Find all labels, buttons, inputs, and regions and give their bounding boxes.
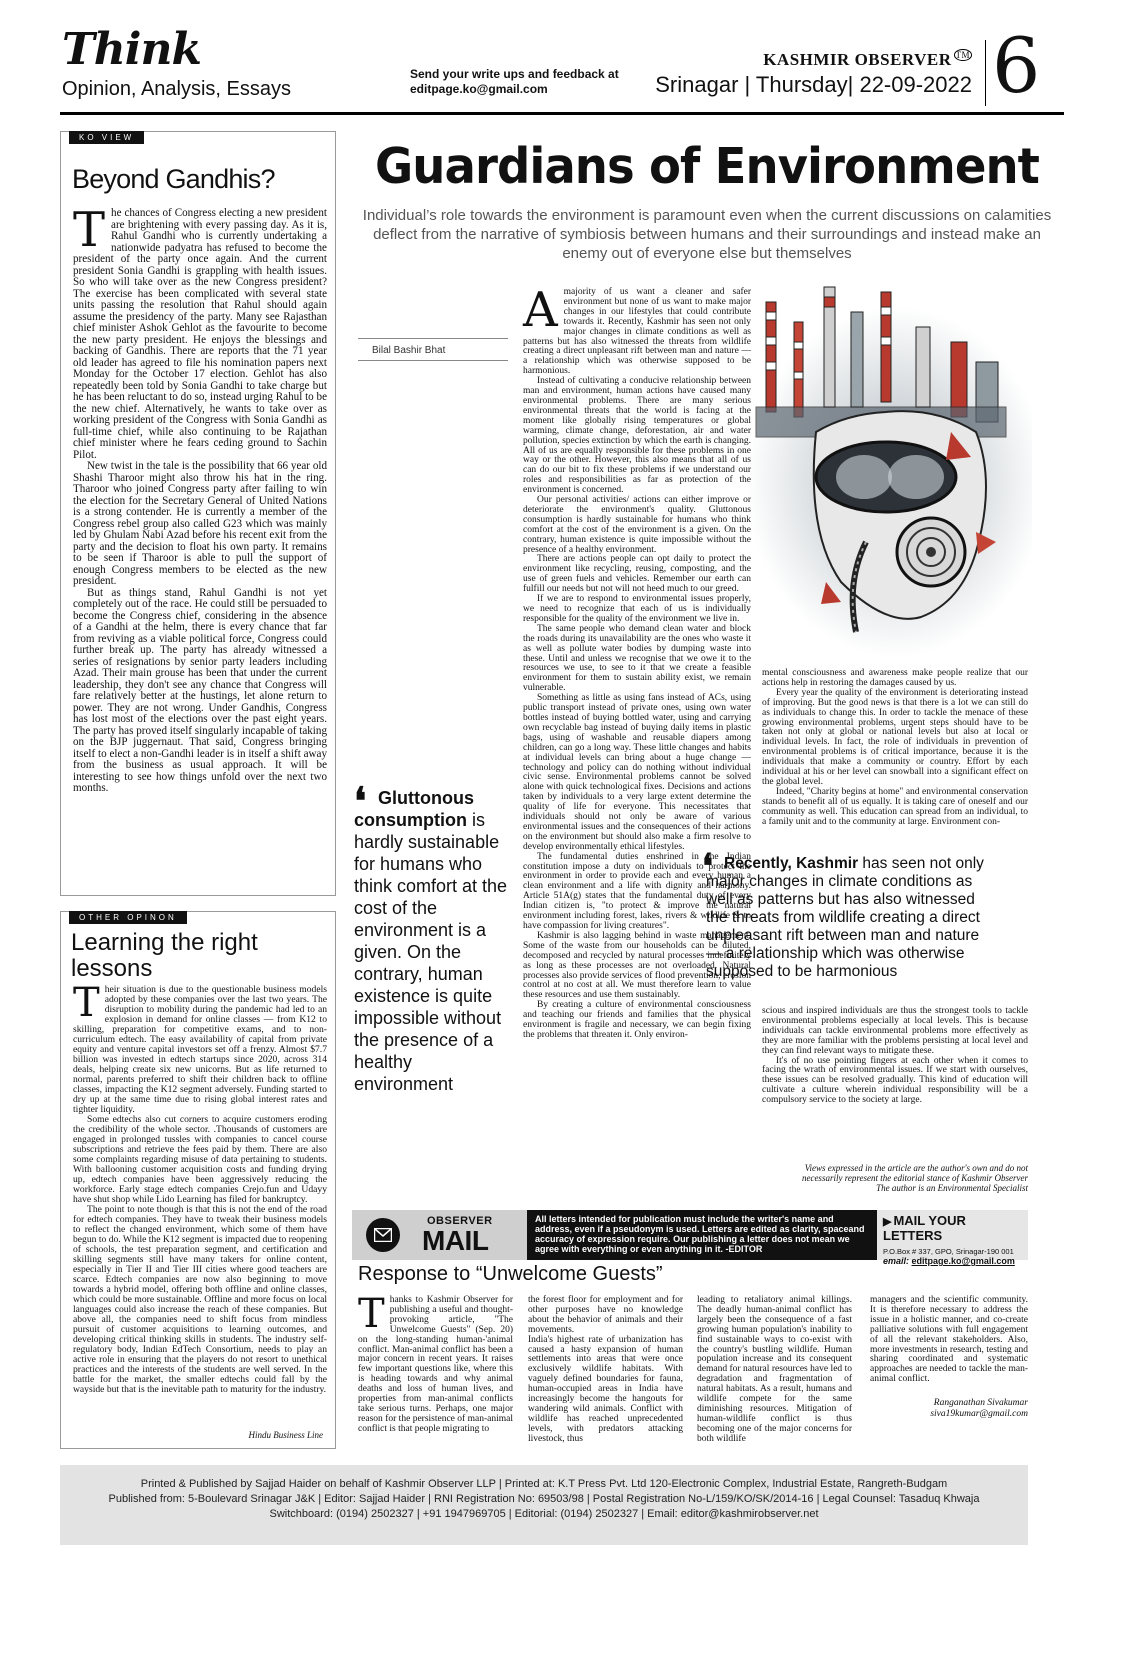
byline-rule-bottom	[358, 360, 508, 361]
author-note: The author is an Environmental Specialist	[876, 1183, 1028, 1193]
article-column-3	[762, 1007, 1028, 1106]
article-paragraph: Instead of cultivating a conducive relationship between man and environment, human actions have caused many environmental problems. There are many serious environmental threats that the world is facing at the moment like globally rising temperatures or global warming, climate change, deforestation, air and water pollution, species extinction by which the earth is changing. All of us are equally responsible for these problems in one way or the other. However, this also means that all of us can do our bit to fix these problems if we understand our roles and responsibilities as far as protection of the environment is concerned.	[523, 376, 751, 496]
section-subtitle: Opinion, Analysis, Essays	[62, 78, 291, 100]
article-paragraph: Every year the quality of the environment is deteriorating instead of improving. But the good news is that there is a lot we can still do as individuals to change this. In order to tackle the menace of these growing environmental problems, urgent steps should have to be taken not only at global or national levels but also at local or individual levels. In fact, the role of individuals in prevention of environmental problems is of critical importance, because it is the individuals that make a community or country. Effort by each individual at his or her level can snowball into a significant effect on the global level.	[762, 687, 1028, 787]
gas-mask-illustration	[746, 282, 1032, 667]
article-paragraph: Our personal activities/ actions can either improve or deteriorate the environment's quality. Gluttonous consumption is hardly sustainable for humans who think comfort at the cost of the environment is a given. On the contrary, human existence is quite impossible without the presence of a healthy environment.	[523, 495, 751, 555]
newspaper-name	[763, 50, 972, 70]
letter-signature	[870, 1398, 1028, 1420]
newspaper-name-text: KASHMIR OBSERVER	[763, 50, 952, 69]
ko-view-editorial	[60, 131, 336, 896]
letter-text: hanks to Kashmir Observer for publishing a useful and thought-provoking article, "The Unwelcome Guests" (Sep. 20) on the long-standing human-'animal conflict. Man-animal conflict has been a major concern in recent years. It raises few important questions like, where this is heading towards and why animal deaths and loss of human lives, and properties from man-animal conflicts take serious turns. Perhaps, one major reason for the persistence of man-animal conflict is that people migrating to	[358, 1295, 513, 1434]
mail-your-letters-label: MAIL YOUR LETTERS	[883, 1213, 966, 1243]
letter-author-email[interactable]: siva19kumar@gmail.com	[930, 1409, 1028, 1419]
envelope-icon	[366, 1218, 400, 1252]
mail-your-letters	[883, 1213, 1022, 1243]
article-paragraph: It's of no use pointing fingers at each other when it comes to facing the wrath of environmental issues. If we start with ourselves, these issues can be resolved gradually. This kind of education will cultivate a culture wherein individual responsibility will be a compulsory service to the society at large.	[762, 1055, 1028, 1106]
submission-email[interactable]: editpage.ko@gmail.com	[410, 82, 548, 96]
letter-column-1	[358, 1291, 513, 1435]
pull-quote	[354, 778, 514, 1095]
other-opinion-paragraph: Some edtechs also cut corners to acquire customers eroding the credibility of the whole sector. .Thousands of customers are engaged in prolonged tussles with companies to cancel course subscriptions and retrieve the fees paid by them. There are also some complaints regarding misuse of data pertaining to students. With ballooning customer acquisition costs and funding drying up, edtech companies have been aggressively reducing the workforce. Early stage edtech companies Crejo.fun and Udayy have shut shop while Lido Learning has filed for bankruptcy.	[73, 1114, 327, 1205]
article-paragraph: mental consciousness and awareness make people realize that our actions help in restoring the damages caused by us.	[762, 668, 1028, 688]
ko-view-paragraph: New twist in the tale is the possibility that 66 year old Shashi Tharoor might also throw his hat in the ring. Tharoor who joined Congress party after failing to win the election for the Secretary General of United Nations is a strong contender. He is currently a member of the Congress rebel group also called G23 which was mainly led by Ghulam Nabi Azad before his recent exit from the party and the decision to float his own party. It remains to be seen if Tharoor is able to pull the support of enough Congress members to be elected as the new president.	[73, 460, 327, 587]
mail-email-line	[883, 1256, 1022, 1266]
letter-author: Ranganathan Sivakumar	[933, 1398, 1028, 1408]
article-paragraph: If we are to respond to environmental issues properly, we need to recognize that each of us is individually responsible for the quality of the environment we live in.	[523, 594, 751, 624]
ko-view-tag: KO VIEW	[69, 131, 144, 144]
pull-quote-secondary-text: has seen not only major changes in climate conditions as well as patterns but has also witnessed the threats from wildlife creating a direct unpleasant rift between man and nature — a relationship which was otherwise supposed to be harmonious	[706, 855, 984, 980]
letter-dropcap: T	[358, 1291, 385, 1337]
article-dropcap: A	[523, 282, 558, 338]
imprint-footer	[60, 1465, 1028, 1545]
article-paragraph: By creating a culture of environmental consciousness and teaching our friends and families that the physical environment is fragile and necessary, we can begin fixing the problems that threaten it. Only environ-	[523, 1000, 751, 1040]
mail-notice: All letters intended for publication must include the writer's name and address, even if a pseudonym is used. Letters are edited as clarity, spaceand accuracy of expression require. Our publishing a letter does not mean we agree with everything or even anything in it. -EDITOR	[527, 1210, 877, 1260]
article-byline: Bilal Bashir Bhat	[372, 345, 446, 356]
other-opinion-paragraph: The point to note though is that this is not the end of the road for edtech companies. They have to tweak their business models to reflect the changed environment, which some of them have begun to do. While the K12 segment is impacted due to reopening of schools, the test preparation segment, and certification and skilling segments still have many takers for online content, especially in Tier II and Tier III cities where good teachers are scarce. Edtech companies are now also beginning to move towards a hybrid model, offering both offline and online classes, which could be more sustainable. Offline and more focus on local languages could also increase the reach of these companies. But above all, the companies need to shift focus from mindless pursuit of customer acquisitions to learning outcomes, and developing critical thinking skills in students. The industry self-regulatory body, Indian EdTech Consortium, needs to play an active role in ensuring that the players do not resort to unethical practices and the interests of the students are well served. In the battle for the market, the smaller edtechs could fall by the wayside but that is the inevitable path to maturity for the industry.	[73, 1204, 328, 1395]
article-paragraph: Something as little as using fans instead of ACs, using public transport instead of private ones, using own water bottles instead of buying bottled water, using and carrying own recyclable bag instead of buying daily items in plastic bags, using of washable and reusable diapers among children, can go a long way. These little changes and habits at individual levels can bring about a huge change — technology and policy can do nothing without individual civic sense. Environmental problems cannot be solved alone with quick technological fixes. Decisions and actions taken by individuals to a very large extent determine the quality of life for everyone. This necessitates that individuals should not only be aware of various environmental issues and the consequences of their actions on the environment but should also make a firm resolve to develop environmentally ethical lifestyles.	[523, 693, 751, 852]
article-paragraph: Kashmir is also lagging behind in waste management. Some of the waste from our households can be diluted, decomposed and recycled by natural processes indefinitely as long as these processes are not overloaded. Natural processes also provide services of flood prevention, erosion control at no cost at all. We must therefore learn to value these resources and use them sustainably.	[523, 930, 751, 1001]
masthead-rule	[60, 112, 1064, 115]
section-title: Think	[62, 24, 201, 75]
article-paragraph: Indeed, "Charity begins at home" and environmental conservation stands to benefit all of us equally. It is taking care of oneself and our community as well. This education can spread from an individual, to a family unit and to the community at large. Environment con-	[762, 786, 1028, 827]
letter-column-2: the forest floor for employment and for other purposes have no knowledge about the behavior of animals and their movements. India's highest rate of urbanization has caused a hasty expansion of human settlements into areas that were once exclusively wildlife habitats. With vaguely defined boundaries for fauna, human-occupied areas in India have increasingly become the hangouts for wandering wild animals. Conflict with wildlife has reached unprecedented levels, with predators attacking livestock, thus	[528, 1295, 683, 1444]
dateline: Srinagar | Thursday| 22-09-2022	[655, 72, 972, 97]
article-paragraph: scious and inspired individuals are thus the strongest tools to tackle environmental problems especially at local levels. This is because individuals can tackle environmental problems more effectively as they are more familiar with the problems persisting at local level and they can find relevant ways to mitigate these.	[762, 1006, 1028, 1056]
mail-address: P.O.Box # 337, GPO, Srinagar-190 001	[883, 1247, 1014, 1256]
page-number: 6	[992, 21, 1041, 110]
ko-view-paragraph: But as things stand, Rahul Gandhi is not yet completely out of the race. He could still be persuaded to become the Congress chief, considering in the absence of a Gandhi at the helm, there is every chance that far from reviving as a viable political force, Congress could further break up. The party has already witnessed a series of resignations by senior party leaders including Azad. Their main grouse has been that under the current leadership, they don't see any chance that Congress will fare relatively better at the hustings, let alone return to power. They are not wrong. Under Gandhis, Congress has lost most of the elections over the past eight years. The party has proved itself singularly incapable of taking on the BJP juggernaut. That said, Congress bringing itself to elect a non-Gandhi leader is in itself a shift away from the business as usual approach. It will be interesting to see how things unfold over the next two months.	[73, 586, 327, 794]
ko-view-body	[73, 202, 327, 795]
pull-quote-text: is hardly sustainable for humans who think comfort at the cost of the environment is a given. On the contrary, human existence is quite impossible without the presence of a healthy environment	[354, 810, 508, 1094]
other-opinion-paragraph-text: heir situation is due to the questionable business models adopted by these companies over the last two years. The disruption to mobility during the pandemic had led to an explosion in demand for online classes — from K12 to skilling, preparation for competitive exams, and to non-curriculum edtech. The easy availability of capital from private equity and venture capital investors set off a frenzy. Almost $7.7 billion was invested in edtech startups since 2020, across 314 deals, helping create six new unicorns. But as life returned to normal, parents preferred to shift their children back to offline classes, impacting the K12 segment adversely. Funding started to dry up at the same time due to rising global interest rates and tighter liquidity.	[73, 984, 327, 1115]
other-opinion-dropcap: T	[73, 980, 100, 1026]
article-disclaimer	[762, 1163, 1028, 1193]
quote-mark-icon: ❛	[702, 847, 713, 887]
article-headline: Guardians of Environment	[375, 138, 1039, 195]
mail-brand	[352, 1210, 527, 1260]
article-paragraph-text: majority of us want a cleaner and safer environment but none of us want to make major changes in our lifestyles that could contribute towards it. Recently, Kashmir has seen not only major changes in climate conditions as well as patterns but has also witnessed the threats from wildlife creating a direct unpleasant rift between man and nature — a relationship which was otherwise supposed to be harmonious.	[523, 287, 751, 377]
masthead-divider	[985, 40, 986, 106]
arrow-right-icon: ▶	[883, 1216, 892, 1228]
other-opinion-box	[60, 911, 336, 1449]
mail-contact	[877, 1210, 1028, 1266]
mail-brand-top: OBSERVER	[427, 1215, 493, 1227]
ko-view-dropcap: T	[73, 202, 106, 258]
other-opinion-body	[73, 980, 328, 1395]
letter-title: Response to “Unwelcome Guests”	[358, 1263, 663, 1285]
observer-mail-banner	[352, 1210, 1028, 1266]
mail-email-label: email:	[883, 1256, 910, 1266]
other-opinion-title: Learning the right lessons	[71, 929, 258, 982]
trademark-mark: TM	[955, 50, 970, 61]
pull-quote-secondary	[702, 847, 996, 981]
mail-brand-main: MAIL	[422, 1225, 489, 1256]
other-opinion-source: Hindu Business Line	[248, 1430, 323, 1440]
quote-mark-icon: ❛	[354, 778, 367, 823]
article-paragraph: The same people who demand clean water and block the roads during its unavailability are the ones who waste it as well as pollute water bodies by dumping waste into these. Until and unless we recognise that we owe it to the resources we use, to see to it that we create a feasible environment for them to sustain ability exist, we remain vulnerable.	[523, 623, 751, 694]
submission-note-line1: Send your write ups and feedback at	[410, 67, 619, 81]
disclaimer-text: Views expressed in the article are the author's own and do not necessarily represent the editorial stance of Kashmir Observer	[801, 1163, 1028, 1183]
mail-email-link[interactable]: editpage.ko@gmail.com	[911, 1256, 1015, 1266]
pull-quote-lead: Gluttonous consumption	[354, 788, 474, 830]
pull-quote-secondary-lead: Recently, Kashmir	[724, 855, 859, 872]
other-opinion-paragraph	[73, 980, 327, 1115]
article-paragraph: There are actions people can opt daily to protect the environment like recycling, reusing, composting, and the use of green fuels and vehicles. Remember our earth can fulfill our needs but not will not heed much to our greed.	[523, 554, 751, 595]
letter-column-4: managers and the scientific community. It is therefore necessary to address the issue in a holistic manner, and co-create palliative solutions with full engagement of all the relevant stakeholders. Also, more investments in research, testing and sharing coordinated and systematic approaches are needed to tackle the man-animal conflict.	[870, 1295, 1028, 1385]
ko-view-paragraph	[73, 202, 327, 461]
article-deck: Individual’s role towards the environment is paramount even when the current discussions on calamities deflect from the narrative of symbiosis between humans and their surroundings and instead make an enemy out of everyone else but themselves	[362, 207, 1052, 262]
article-column-2	[762, 669, 1028, 828]
article-paragraph	[523, 282, 751, 377]
byline-rule-top	[358, 338, 508, 339]
other-opinion-tag: OTHER OPINON	[69, 911, 187, 924]
imprint-line-2: Published from: 5-Boulevard Srinagar J&K | Editor: Sajjad Haider | RNI Registration No: 69503/98 | Postal Registration No-L/159/KO/SK/2014-16 | Legal Counsel: Tasaduq Khwaja	[108, 1493, 980, 1505]
imprint-line-1: Printed & Published by Sajjad Haider on behalf of Kashmir Observer LLP | Printed at: K.T Press Pvt. Ltd 120-Electronic Complex, Industrial Estate, Rangreth-Budgam	[140, 1478, 948, 1490]
article-paragraph: The fundamental duties enshrined in the Indian constitution impose a duty on individuals to protect the environment in order to provide each and every human a clean environment and a life with dignity and harmony. Article 51A(g) states that the fundamental duty of every Indian citizen is, "to protect & improve the natural environment including forest, lakes, rivers & wildlife & to have compassion for living creatures".	[523, 851, 751, 931]
submission-note	[410, 67, 619, 97]
letter-column-3: leading to retaliatory animal killings. The deadly human-animal conflict has largely been the consequence of a fast growing human population's inability to find sustainable ways to co-exist with the country's bustling wildlife. Human population increase and its consequent demand for natural resources have led to degradation and fragmentation of natural habitats. As a result, humans and wildlife compete for the same diminishing resources. Mitigation of human-wildlife conflict is thus becoming one of the major concerns for both wildlife	[697, 1295, 852, 1444]
ko-view-title: Beyond Gandhis?	[72, 164, 275, 194]
ko-view-paragraph-text: he chances of Congress electing a new president are brightening with every passing day. As it is, Rahul Gandhi who is currently undertaking a nationwide padyatra has refused to become the president of the party once again. And the current president Sonia Gandhi is grappling with health issues. So who will take over as the new Congress president? The exercise has been complicated with several state units passing the resolution that Rahul should again assume the presidency of the party. Many see Rajasthan chief minister Ashok Gehlot as the favourite to become the new party president. He enjoys the blessings and backing of Gandhis. There are reports that the 71 year old leader has agreed to file his nomination papers next Monday for the October 17 election. Gehlot has also repeatedly been told by Sonia Gandhi to take charge but he has been reluctant to do so, instead urging Rahul to be the new chief. Alternatively, he wants to take over as working president of the Congress with Sonia Gandhi as full-time chief, while also continuing to be Rajathan chief minister where he fears ceding ground to Sachin Pilot.	[73, 207, 327, 461]
imprint-line-3: Switchboard: (0194) 2502327 | +91 1947969705 | Editorial: (0194) 2502327 | Email: editor@kashmirobserver.net	[269, 1508, 819, 1520]
